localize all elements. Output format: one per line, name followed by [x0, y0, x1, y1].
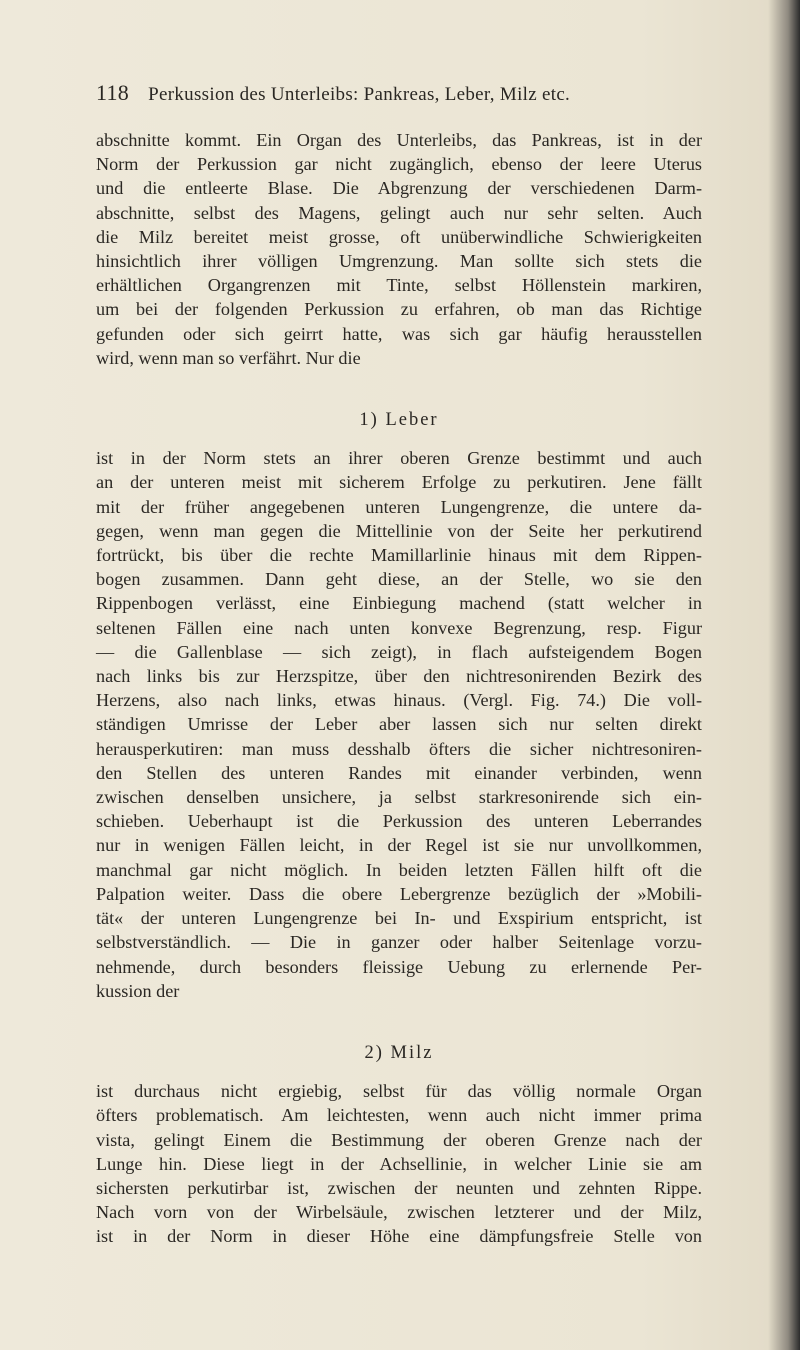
- body-text: [96, 128, 702, 1249]
- text-line: fortrückt, bis über die rechte Mamillarlinie hinaus mit dem Rippen-: [96, 545, 702, 566]
- text-line: Rippenbogen verlässt, eine Einbiegung machend (statt welcher in: [96, 593, 702, 614]
- text-line: Palpation weiter. Dass die obere Lebergrenze bezüglich der »Mobili-: [96, 883, 702, 904]
- text-line: tät« der unteren Lungengrenze bei In- und Exspirium entspricht, ist: [96, 908, 702, 929]
- text-line: nehmende, durch besonders fleissige Uebung zu erlernende Per-: [96, 956, 702, 977]
- paragraph-2: [96, 446, 702, 1003]
- text-line: abschnitte, selbst des Magens, gelingt auch nur sehr selten. Auch: [96, 202, 702, 223]
- text-line: hinsichtlich ihrer völligen Umgrenzung. Man sollte sich stets die: [96, 251, 702, 272]
- text-line: öfters problematisch. Am leichtesten, wenn auch nicht immer prima: [96, 1105, 702, 1126]
- text-line: ist durchaus nicht ergiebig, selbst für das völlig normale Organ: [96, 1081, 702, 1102]
- text-line: herausperkutiren: man muss desshalb öfters die sicher nichtresoniren-: [96, 738, 702, 759]
- text-line: ist in der Norm stets an ihrer oberen Grenze bestimmt und auch: [96, 448, 702, 469]
- text-line: ist in der Norm in dieser Höhe eine dämpfungsfreie Stelle von: [96, 1226, 702, 1247]
- text-line: und die entleerte Blase. Die Abgrenzung der verschiedenen Darm-: [96, 178, 702, 199]
- text-line: erhältlichen Organgrenzen mit Tinte, selbst Höllenstein markiren,: [96, 275, 702, 296]
- text-line: Herzens, also nach links, etwas hinaus. (Vergl. Fig. 74.) Die voll-: [96, 690, 702, 711]
- section-heading-leber: 1) Leber: [359, 410, 439, 431]
- text-line: wird, wenn man so verfährt. Nur die: [96, 347, 361, 368]
- text-line: Norm der Perkussion gar nicht zugänglich, ebenso der leere Uterus: [96, 154, 702, 175]
- text-line: um bei der folgenden Perkussion zu erfahren, ob man das Richtige: [96, 299, 702, 320]
- text-line: die Milz bereitet meist grosse, oft unüberwindliche Schwierigkeiten: [96, 226, 702, 247]
- text-line: manchmal gar nicht möglich. In beiden letzten Fällen hilft oft die: [96, 859, 702, 880]
- paragraph-1: [96, 128, 702, 370]
- text-line: bogen zusammen. Dann geht diese, an der Stelle, wo sie den: [96, 569, 702, 590]
- text-line: an der unteren meist mit sicherem Erfolge zu perkutiren. Jene fällt: [96, 472, 702, 493]
- paragraph-3: [96, 1079, 702, 1248]
- text-line: vista, gelingt Einem die Bestimmung der oberen Grenze nach der: [96, 1129, 702, 1150]
- running-title: Perkussion des Unterleibs: Pankreas, Leber, Milz etc.: [148, 84, 571, 105]
- text-line: seltenen Fällen eine nach unten konvexe Begrenzung, resp. Figur: [96, 617, 702, 638]
- text-line: kussion der: [96, 980, 180, 1001]
- text-line: nur in wenigen Fällen leicht, in der Regel ist sie nur unvollkommen,: [96, 835, 702, 856]
- text-line: ständigen Umrisse der Leber aber lassen sich nur selten direkt: [96, 714, 702, 735]
- text-line: mit der früher angegebenen unteren Lungengrenze, die untere da-: [96, 496, 702, 517]
- text-line: Nach vorn von der Wirbelsäule, zwischen letzterer und der Milz,: [96, 1202, 702, 1223]
- text-line: selbstverständlich. — Die in ganzer oder halber Seitenlage vorzu-: [96, 932, 702, 953]
- text-line: zwischen denselben unsichere, ja selbst starkresonirende sich ein-: [96, 787, 702, 808]
- text-line: Lunge hin. Diese liegt in der Achsellinie, in welcher Linie sie am: [96, 1153, 702, 1174]
- text-line: nach links bis zur Herzspitze, über den nichtresonirenden Bezirk des: [96, 666, 702, 687]
- section-heading-milz: 2) Milz: [364, 1042, 434, 1063]
- text-line: — die Gallenblase — sich zeigt), in flach aufsteigendem Bogen: [96, 641, 702, 662]
- page-header: [96, 80, 696, 110]
- text-line: schieben. Ueberhaupt ist die Perkussion des unteren Leberrandes: [96, 811, 702, 832]
- text-line: den Stellen des unteren Randes mit einander verbinden, wenn: [96, 762, 702, 783]
- text-line: gegen, wenn man gegen die Mittellinie von der Seite her perkutirend: [96, 520, 702, 541]
- page-number: 118: [96, 80, 130, 105]
- text-line: abschnitte kommt. Ein Organ des Unterleibs, das Pankreas, ist in der: [96, 130, 702, 150]
- text-line: gefunden oder sich geirrt hatte, was sich gar häufig herausstellen: [96, 323, 702, 344]
- text-line: sichersten perkutirbar ist, zwischen der neunten und zehnten Rippe.: [96, 1177, 702, 1198]
